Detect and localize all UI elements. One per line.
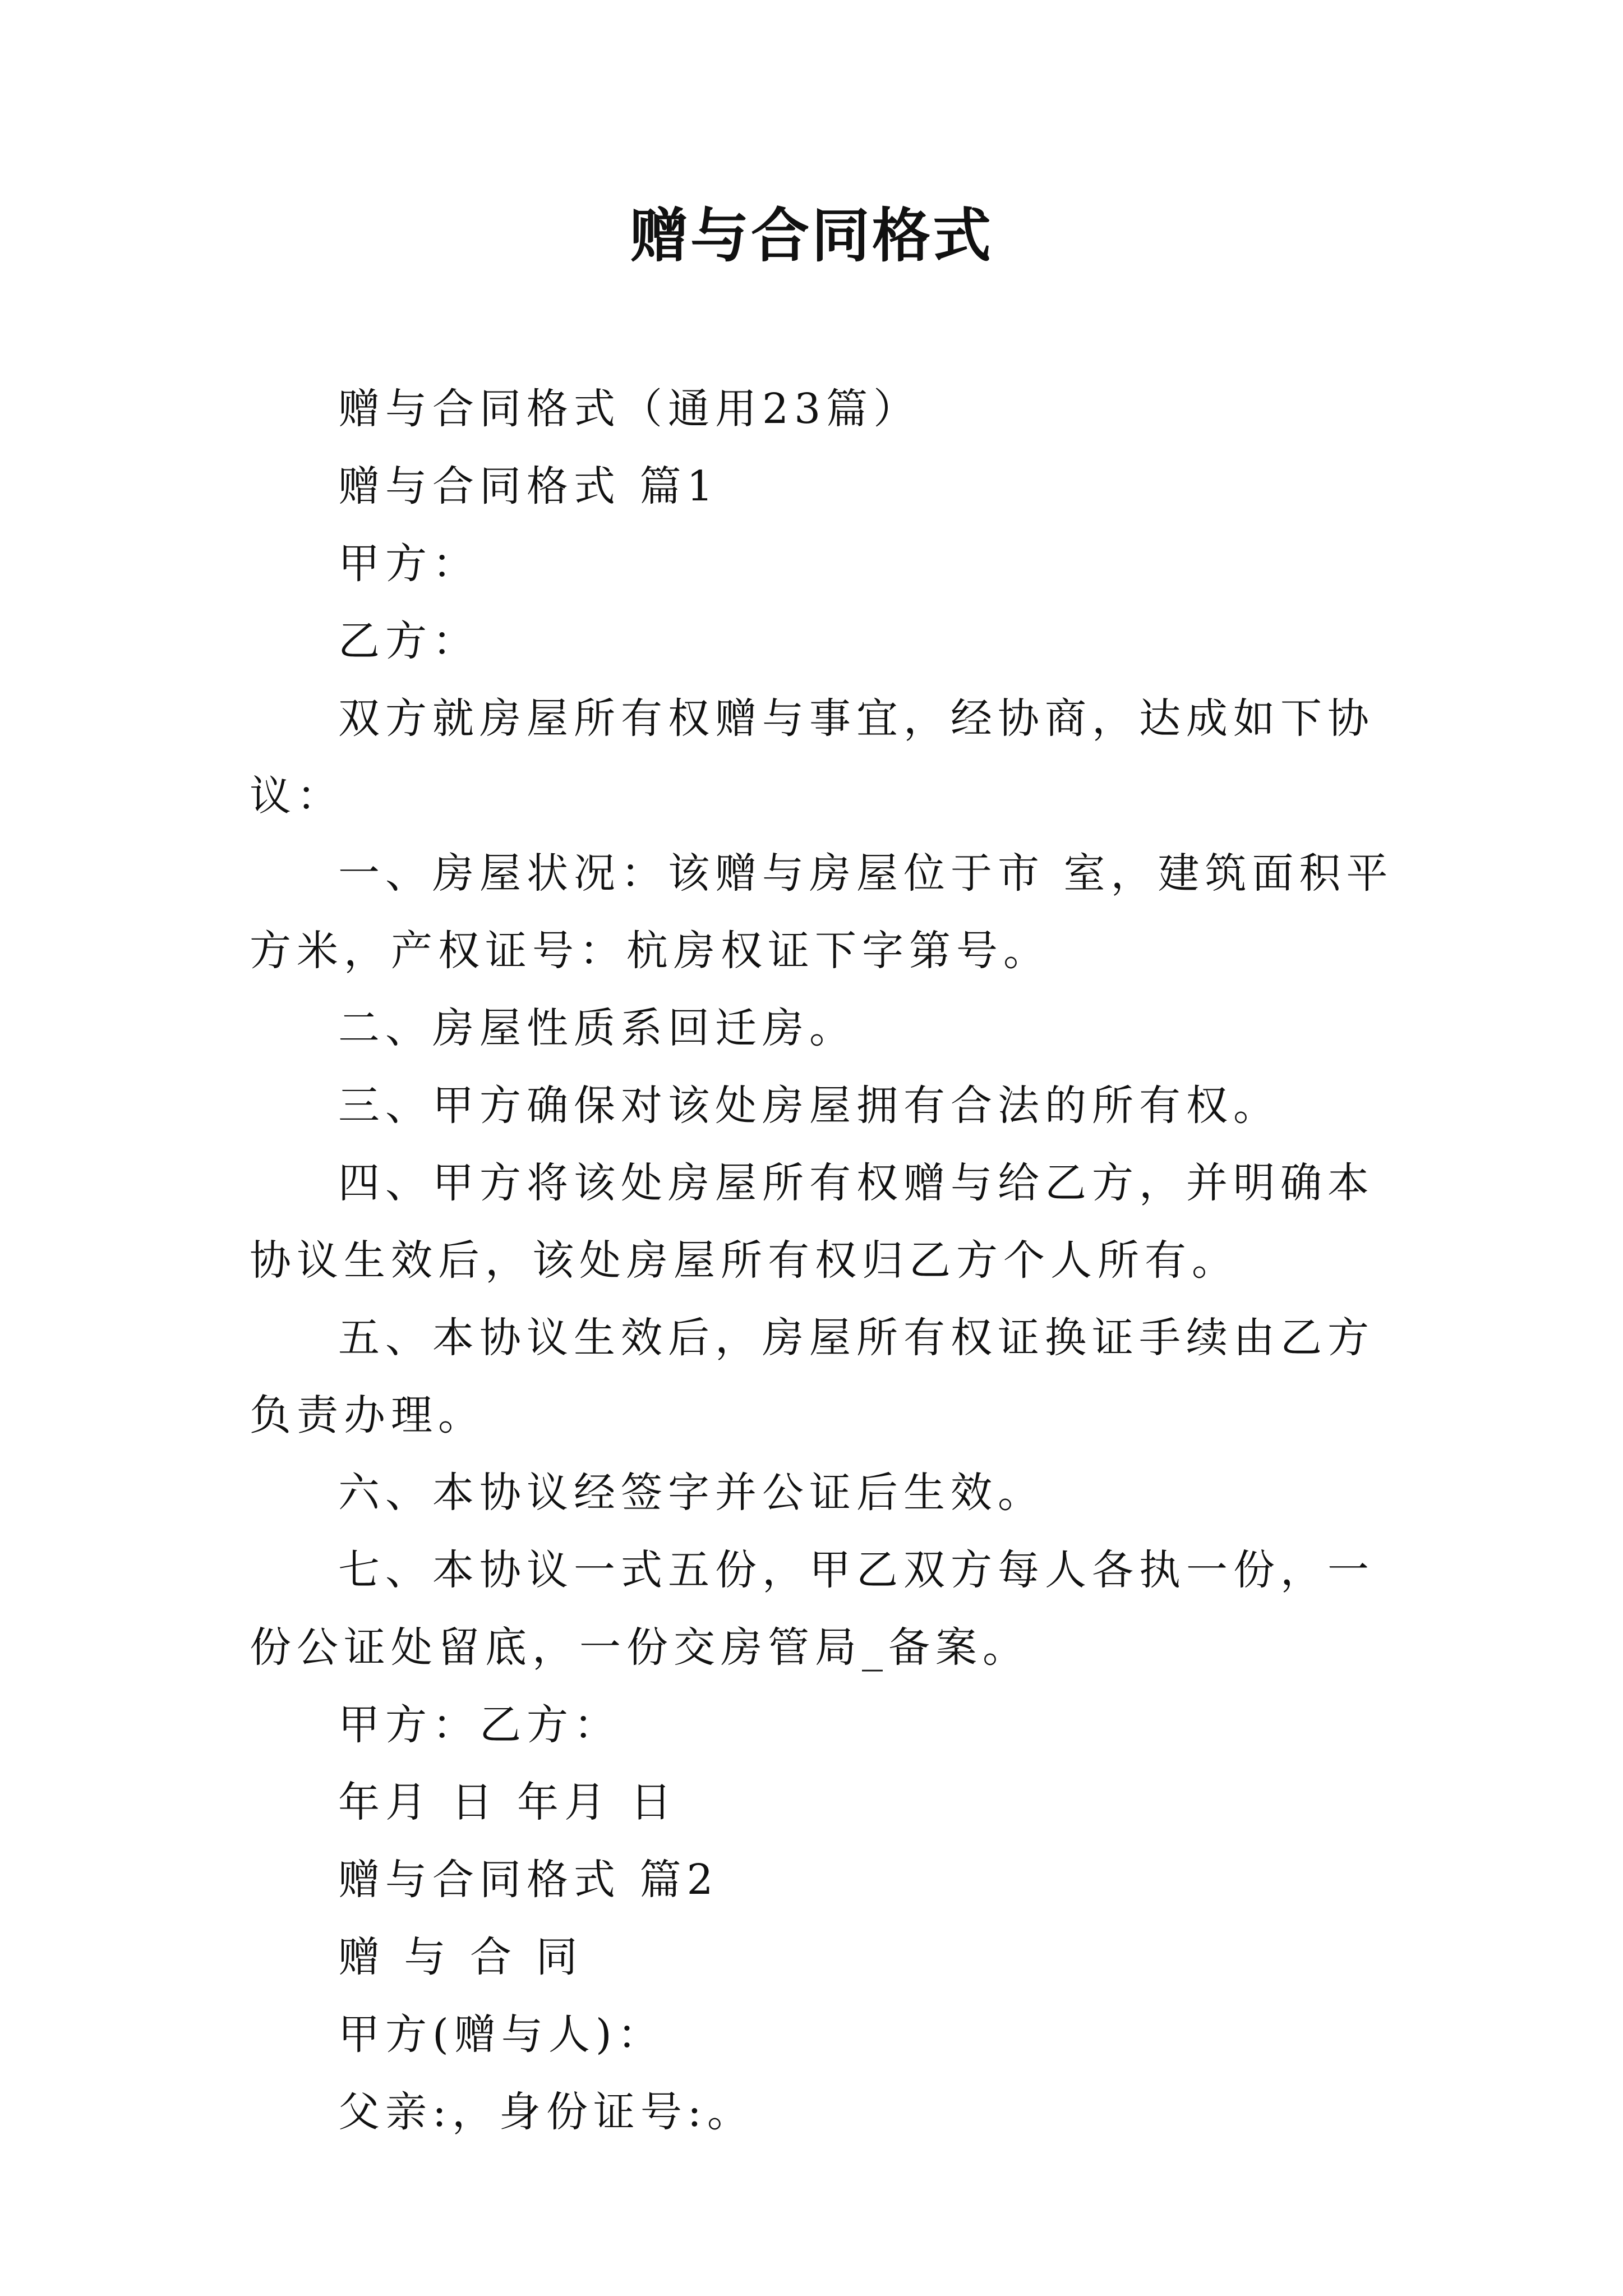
paragraph-party-a: 甲方： bbox=[338, 540, 479, 588]
paragraph-clause-5: 五、本协议生效后，房屋所有权证换证手续由乙方负责办理。 bbox=[250, 1314, 1375, 1439]
paragraph-clause-1: 一、房屋状况：该赠与房屋位于市 室，建筑面积平方米，产权证号：杭房权证下字第号。 bbox=[250, 849, 1394, 975]
paragraph-clause-7: 七、本协议一式五份，甲乙双方每人各执一份，一份公证处留底，一份交房管局_备案。 bbox=[250, 1546, 1375, 1672]
paragraph-clause-2: 二、房屋性质系回迁房。 bbox=[338, 1004, 856, 1052]
paragraph-signatures: 甲方：乙方： bbox=[338, 1701, 621, 1749]
paragraph-donor: 甲方(赠与人)： bbox=[338, 2010, 665, 2059]
paragraph-section-heading-1: 赠与合同格式 篇1 bbox=[338, 462, 719, 510]
paragraph-section-heading-2: 赠与合同格式 篇2 bbox=[338, 1856, 719, 1904]
paragraph-intro: 双方就房屋所有权赠与事宜，经协商，达成如下协议： bbox=[250, 694, 1375, 820]
paragraph-father: 父亲:，身份证号:。 bbox=[338, 2088, 754, 2136]
paragraph-dates: 年月 日 年月 日 bbox=[338, 1778, 677, 1826]
document-title: 赠与合同格式 bbox=[629, 201, 993, 270]
paragraph-subtitle: 赠与合同格式（通用23篇） bbox=[338, 385, 921, 433]
paragraph-clause-3: 三、甲方确保对该处房屋拥有合法的所有权。 bbox=[338, 1082, 1280, 1130]
paragraph-party-b: 乙方： bbox=[338, 617, 479, 665]
paragraph-clause-6: 六、本协议经签字并公证后生效。 bbox=[338, 1469, 1045, 1517]
paragraph-clause-4: 四、甲方将该处房屋所有权赠与给乙方，并明确本协议生效后，该处房屋所有权归乙方个人所有。 bbox=[250, 1159, 1375, 1285]
paragraph-contract-title: 赠 与 合 同 bbox=[338, 1933, 583, 1981]
document-body bbox=[250, 370, 1394, 2151]
